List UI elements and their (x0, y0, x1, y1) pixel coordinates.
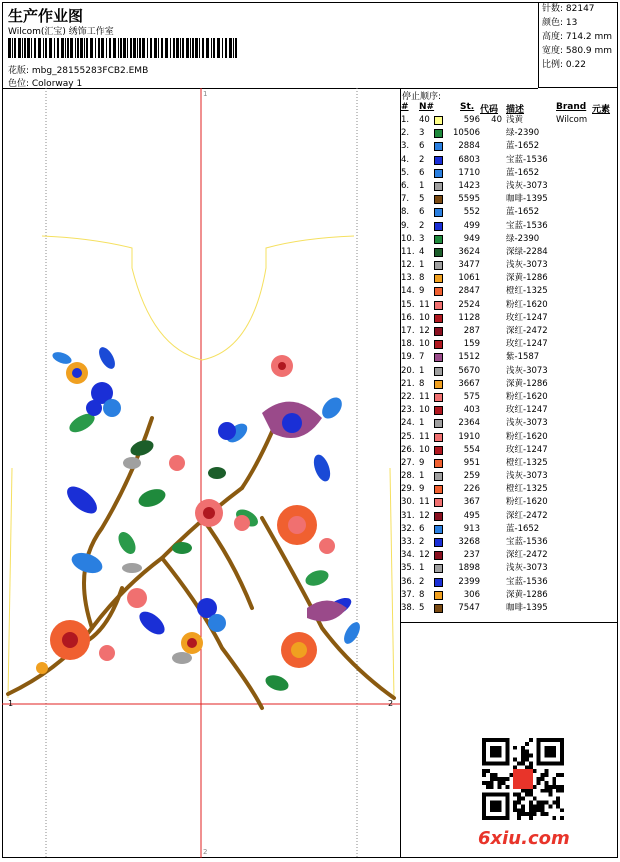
table-row (400, 576, 618, 589)
row-needle: 11 (419, 497, 430, 508)
table-row (400, 338, 618, 351)
row-needle: 6 (419, 141, 425, 152)
row-order: 9. (401, 220, 410, 231)
row-stitches: 596 (463, 115, 480, 125)
design-height: 高度: 714.2 mm (542, 32, 613, 42)
marker-right: 2 (388, 699, 394, 708)
table-row (400, 272, 618, 285)
row-description: 深黄-1286 (506, 589, 548, 600)
row-description: 蓝-1652 (506, 167, 540, 178)
row-stitches: 2524 (458, 299, 480, 310)
row-needle: 3 (419, 128, 425, 139)
row-stitches: 1128 (458, 312, 480, 323)
row-description: 浅黄 (506, 115, 524, 125)
design-scale: 比例: 0.22 (542, 60, 586, 70)
row-order: 14. (401, 286, 415, 297)
table-row (400, 127, 618, 140)
row-stitches: 554 (463, 444, 480, 455)
row-order: 4. (401, 154, 410, 165)
row-needle: 3 (419, 233, 425, 244)
table-row (400, 180, 618, 193)
row-order: 2. (401, 128, 410, 139)
row-stitches: 7547 (458, 602, 480, 613)
color-swatch (434, 551, 443, 560)
row-description: 粉红-1620 (506, 299, 548, 310)
row-order: 32. (401, 523, 415, 534)
row-needle: 10 (419, 405, 430, 416)
row-description: 绿-2390 (506, 233, 540, 244)
embroidery-canvas (2, 88, 400, 858)
page-title: 生产作业图 (8, 7, 84, 25)
row-order: 34. (401, 550, 415, 561)
row-stitches: 575 (463, 391, 480, 402)
table-row (400, 365, 618, 378)
row-stitches: 1910 (458, 431, 480, 442)
row-stitches: 2364 (458, 418, 480, 429)
watermark-logo: 6xiu.com (478, 828, 570, 849)
row-description: 咖啡-1395 (506, 194, 548, 205)
row-stitches: 306 (463, 589, 480, 600)
row-needle: 1 (419, 563, 425, 574)
row-stitches: 367 (463, 497, 480, 508)
header-element: 元素 (592, 105, 611, 115)
row-order: 22. (401, 391, 415, 402)
row-description: 蓝-1652 (506, 523, 540, 534)
row-order: 5. (401, 167, 410, 178)
header-brand: Brand (556, 102, 587, 112)
color-swatch (434, 591, 443, 600)
row-description: 蓝-1652 (506, 207, 540, 218)
row-stitches: 226 (463, 484, 480, 495)
row-stitches: 495 (463, 510, 480, 521)
row-needle: 8 (419, 589, 425, 600)
row-description: 橙红-1325 (506, 484, 548, 495)
color-swatch (434, 222, 443, 231)
header-order: # (401, 102, 409, 112)
row-order: 16. (401, 312, 415, 323)
marker-top: 1 (203, 90, 208, 98)
row-needle: 12 (419, 550, 430, 561)
row-description: 深红-2472 (506, 326, 548, 336)
table-row (400, 312, 618, 325)
table-row (400, 140, 618, 153)
color-swatch (434, 485, 443, 494)
row-needle: 1 (419, 260, 425, 271)
row-stitches: 913 (463, 523, 480, 534)
row-description: 浅灰-3073 (506, 471, 548, 482)
color-swatch (434, 538, 443, 547)
row-stitches: 949 (463, 233, 480, 244)
table-row (400, 193, 618, 206)
color-swatch (434, 182, 443, 191)
color-swatch (434, 446, 443, 455)
row-description: 宝蓝-1536 (506, 537, 548, 547)
table-row (400, 589, 618, 602)
marker-bottom: 2 (203, 848, 208, 856)
color-swatch (434, 301, 443, 310)
row-order: 6. (401, 180, 410, 191)
table-row (400, 549, 618, 562)
color-swatch (434, 208, 443, 217)
table-row (400, 404, 618, 417)
row-description: 玫红-1247 (506, 405, 548, 416)
table-row (400, 470, 618, 483)
color-swatch (434, 314, 443, 323)
table-row (400, 457, 618, 470)
row-stitches: 159 (463, 339, 480, 350)
row-stitches: 2884 (458, 141, 480, 152)
row-needle: 1 (419, 471, 425, 482)
row-order: 30. (401, 497, 415, 508)
table-row (400, 496, 618, 509)
color-count: 颜色: 13 (542, 18, 578, 28)
color-swatch (434, 459, 443, 468)
row-needle: 11 (419, 299, 430, 310)
row-stitches: 6803 (458, 154, 480, 165)
row-order: 7. (401, 194, 410, 205)
row-code: 40 (491, 115, 502, 125)
row-order: 33. (401, 537, 415, 547)
color-swatch (434, 393, 443, 402)
row-needle: 10 (419, 444, 430, 455)
row-stitches: 951 (463, 457, 480, 468)
row-description: 绿-2390 (506, 128, 540, 139)
stop-sequence-panel (400, 88, 618, 623)
row-needle: 9 (419, 286, 425, 297)
row-needle: 8 (419, 273, 425, 284)
row-description: 深黄-1286 (506, 273, 548, 284)
table-row (400, 206, 618, 219)
row-needle: 5 (419, 602, 425, 613)
row-description: 玫红-1247 (506, 444, 548, 455)
color-swatch (434, 156, 443, 165)
row-order: 3. (401, 141, 410, 152)
row-stitches: 552 (463, 207, 480, 218)
row-order: 11. (401, 246, 415, 257)
row-description: 紫-1587 (506, 352, 540, 363)
color-swatch (434, 353, 443, 362)
design-preview (2, 88, 401, 858)
row-stitches: 1710 (458, 167, 480, 178)
row-needle: 9 (419, 457, 425, 468)
color-swatch (434, 512, 443, 521)
row-needle: 2 (419, 576, 425, 587)
row-order: 26. (401, 444, 415, 455)
row-order: 21. (401, 378, 415, 389)
row-order: 25. (401, 431, 415, 442)
header-description: 描述 (506, 105, 525, 115)
table-row (400, 510, 618, 523)
color-swatch (434, 169, 443, 178)
row-stitches: 10506 (452, 128, 480, 139)
row-description: 浅灰-3073 (506, 418, 548, 429)
row-description: 橙红-1325 (506, 286, 548, 297)
table-row (400, 536, 618, 549)
color-swatch (434, 367, 443, 376)
embroidery-flowers (36, 355, 347, 674)
row-needle: 11 (419, 391, 430, 402)
color-swatch (434, 287, 443, 296)
row-needle: 4 (419, 246, 425, 257)
stop-sequence-title: 停止顺序: (402, 92, 442, 102)
color-swatch (434, 235, 443, 244)
row-stitches: 5595 (458, 194, 480, 205)
neckline-outline (42, 236, 354, 360)
color-swatch (434, 406, 443, 415)
color-swatch (434, 274, 443, 283)
row-stitches: 259 (463, 471, 480, 482)
color-swatch (434, 498, 443, 507)
row-order: 24. (401, 418, 415, 429)
row-stitches: 499 (463, 220, 480, 231)
row-order: 20. (401, 365, 415, 376)
color-swatch (434, 327, 443, 336)
color-swatch (434, 564, 443, 573)
table-row (400, 167, 618, 180)
stitch-count: 针数: 82147 (542, 4, 595, 14)
row-description: 宝蓝-1536 (506, 154, 548, 165)
header-stitches: St. (460, 102, 475, 112)
row-needle: 1 (419, 418, 425, 429)
header (2, 2, 538, 89)
row-description: 浅灰-3073 (506, 365, 548, 376)
color-swatch (434, 472, 443, 481)
row-stitches: 1423 (458, 180, 480, 191)
qr-code (482, 738, 564, 820)
row-order: 31. (401, 510, 415, 521)
row-needle: 9 (419, 484, 425, 495)
row-stitches: 2399 (458, 576, 480, 587)
color-swatch (434, 578, 443, 587)
row-needle: 40 (419, 115, 430, 125)
row-order: 18. (401, 339, 415, 350)
row-order: 37. (401, 589, 415, 600)
company-label: Wilcom(汇宝) 绣饰工作室 (8, 27, 114, 37)
table-row (400, 220, 618, 233)
row-description: 深红-2472 (506, 510, 548, 521)
row-description: 粉红-1620 (506, 431, 548, 442)
table-row (400, 483, 618, 496)
row-needle: 6 (419, 207, 425, 218)
color-swatch (434, 129, 443, 138)
row-description: 粉红-1620 (506, 497, 548, 508)
row-stitches: 3624 (458, 246, 480, 257)
row-needle: 2 (419, 537, 425, 547)
row-order: 8. (401, 207, 410, 218)
row-needle: 11 (419, 431, 430, 442)
header-n: N# (419, 102, 435, 112)
table-row (400, 299, 618, 312)
row-stitches: 1061 (458, 273, 480, 284)
marker-left: 1 (8, 699, 14, 708)
table-row (400, 351, 618, 364)
color-swatch (434, 380, 443, 389)
row-order: 23. (401, 405, 415, 416)
row-order: 35. (401, 563, 415, 574)
row-order: 28. (401, 471, 415, 482)
row-description: 玫红-1247 (506, 339, 548, 350)
row-description: 浅灰-3073 (506, 260, 548, 271)
row-stitches: 1512 (458, 352, 480, 363)
qr-center-logo-icon (513, 769, 533, 789)
color-swatch (434, 604, 443, 613)
row-needle: 10 (419, 312, 430, 323)
colorway-label: 色位: Colorway 1 (8, 79, 83, 89)
row-stitches: 287 (463, 326, 480, 336)
row-stitches: 1898 (458, 563, 480, 574)
row-order: 38. (401, 602, 415, 613)
row-order: 13. (401, 273, 415, 284)
row-needle: 8 (419, 378, 425, 389)
row-stitches: 403 (463, 405, 480, 416)
color-swatch (434, 248, 443, 257)
table-row (400, 523, 618, 536)
table-row (400, 391, 618, 404)
row-needle: 2 (419, 220, 425, 231)
row-description: 深黄-1286 (506, 378, 548, 389)
row-stitches: 2847 (458, 286, 480, 297)
row-stitches: 3477 (458, 260, 480, 271)
row-order: 12. (401, 260, 415, 271)
garment-outline (390, 468, 394, 698)
row-description: 宝蓝-1536 (506, 220, 548, 231)
row-needle: 7 (419, 352, 425, 363)
row-needle: 1 (419, 180, 425, 191)
table-row (400, 259, 618, 272)
row-description: 宝蓝-1536 (506, 576, 548, 587)
row-stitches: 5670 (458, 365, 480, 376)
color-swatch (434, 433, 443, 442)
color-swatch (434, 419, 443, 428)
table-row (400, 602, 618, 615)
row-needle: 2 (419, 154, 425, 165)
color-swatch (434, 525, 443, 534)
row-brand: Wilcom (556, 115, 588, 125)
row-description: 深绿-2284 (506, 246, 548, 257)
color-swatch (434, 116, 443, 125)
row-description: 浅灰-3073 (506, 563, 548, 574)
row-description: 蓝-1652 (506, 141, 540, 152)
row-order: 19. (401, 352, 415, 363)
table-row (400, 154, 618, 167)
table-row (400, 417, 618, 430)
garment-outline (8, 468, 12, 698)
row-description: 粉红-1620 (506, 391, 548, 402)
color-swatch (434, 261, 443, 270)
table-row (400, 114, 618, 127)
row-order: 29. (401, 484, 415, 495)
row-order: 1. (401, 115, 410, 125)
row-needle: 12 (419, 510, 430, 521)
header-code: 代码 (480, 105, 499, 115)
color-swatch (434, 142, 443, 151)
row-needle: 6 (419, 167, 425, 178)
row-order: 27. (401, 457, 415, 468)
table-row (400, 431, 618, 444)
row-order: 15. (401, 299, 415, 310)
row-needle: 6 (419, 523, 425, 534)
barcode (8, 38, 238, 58)
color-swatch (434, 195, 443, 204)
row-description: 玫红-1247 (506, 312, 548, 323)
row-needle: 12 (419, 326, 430, 336)
row-needle: 1 (419, 365, 425, 376)
table-row (400, 325, 618, 338)
design-width: 宽度: 580.9 mm (542, 46, 613, 56)
row-stitches: 237 (463, 550, 480, 561)
row-order: 10. (401, 233, 415, 244)
table-row (400, 246, 618, 259)
row-order: 36. (401, 576, 415, 587)
row-description: 咖啡-1395 (506, 602, 548, 613)
row-stitches: 3268 (458, 537, 480, 547)
row-order: 17. (401, 326, 415, 336)
row-description: 浅灰-3073 (506, 180, 548, 191)
row-description: 橙红-1325 (506, 457, 548, 468)
table-row (400, 233, 618, 246)
table-row (400, 562, 618, 575)
table-row (400, 444, 618, 457)
design-file-label: 花版: mbg_28155283FCB2.EMB (8, 66, 149, 76)
stats-panel (538, 2, 618, 88)
stop-sequence-rows (400, 114, 618, 615)
table-row (400, 378, 618, 391)
table-row (400, 285, 618, 298)
row-description: 深红-2472 (506, 550, 548, 561)
row-stitches: 3667 (458, 378, 480, 389)
row-needle: 10 (419, 339, 430, 350)
row-needle: 5 (419, 194, 425, 205)
color-swatch (434, 340, 443, 349)
